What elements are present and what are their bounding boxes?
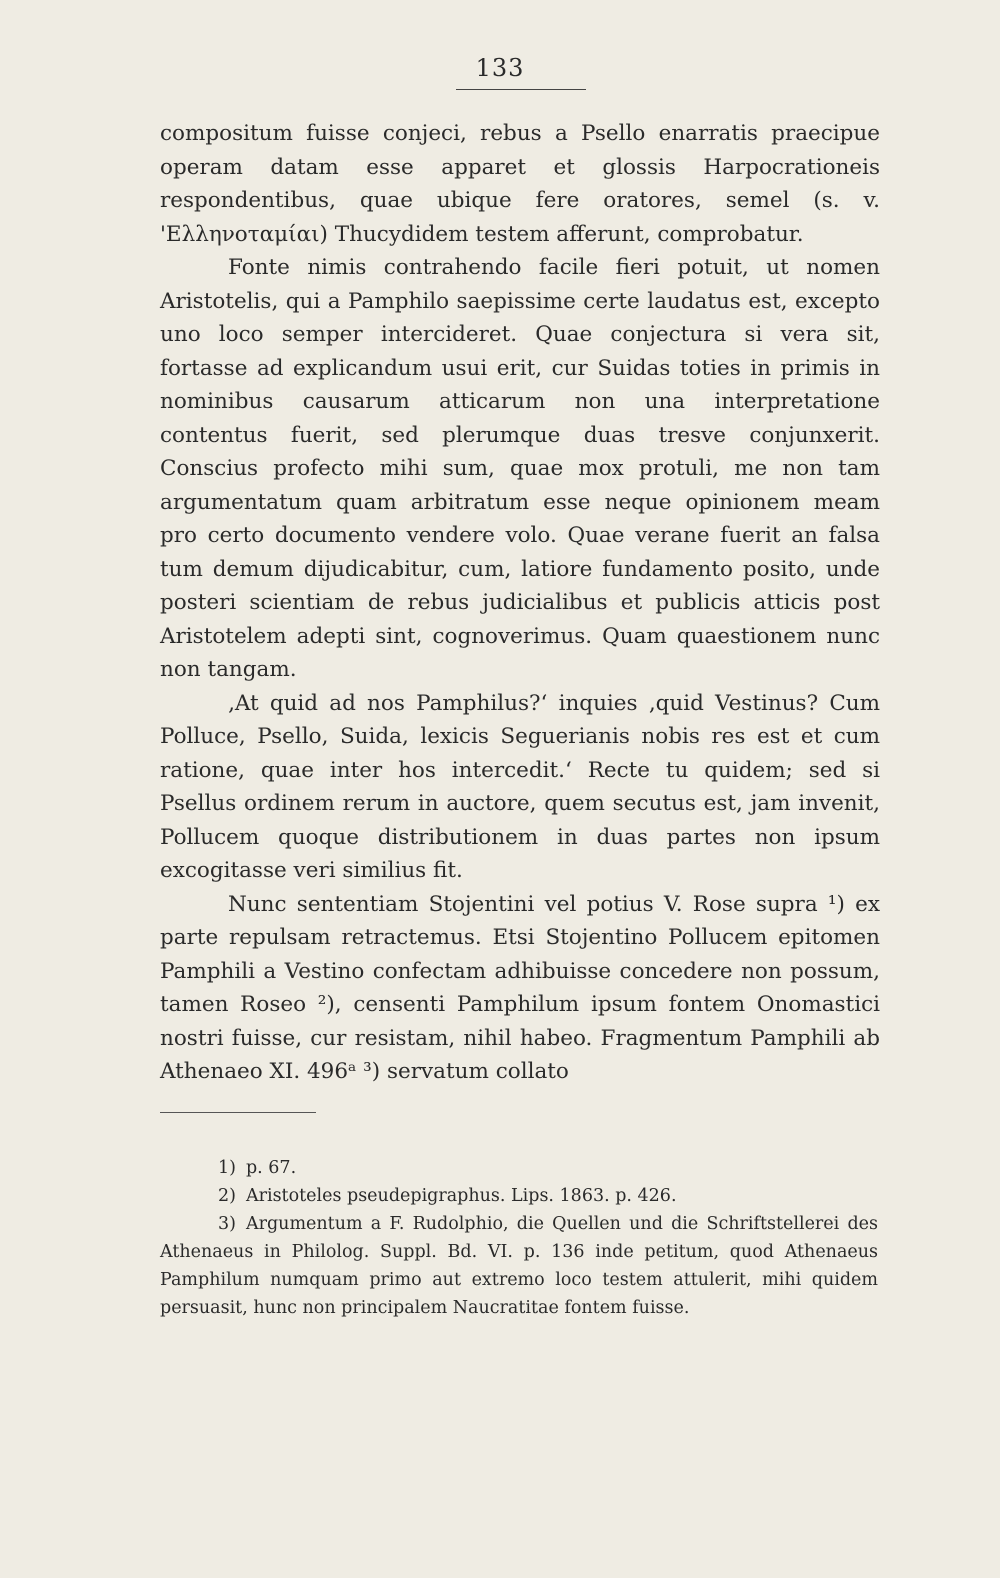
footnote-mark: 1) [218, 1158, 236, 1178]
footnote [160, 1182, 878, 1210]
paragraph: compositum fuisse conjeci, rebus a Psello enarratis praecipue operam datam esse apparet et glossis Harpocrationeis respondentibus, quae ubique fere oratores, semel (s. v. 'Ελληνοταμίαι) Thucydidem testem afferunt, comprobatur. [160, 121, 880, 247]
paragraph: ‚At quid ad nos Pamphilus?‘ inquies ‚quid Vestinus? Cum Polluce, Psello, Suida, lexicis Seguerianis nobis res est et cum ratione, quae inter hos intercedit.‘ Recte tu quidem; sed si Psellus ordinem rerum in auctore, quem secutus est, jam invenit, Pollucem quoque distributionem in duas partes non ipsum excogitasse veri similius fit. [160, 690, 880, 883]
body-text [160, 117, 880, 1089]
header-rule [456, 89, 586, 90]
footnote [160, 1154, 878, 1182]
footnote-text: p. 67. [245, 1158, 297, 1178]
footnote-mark: 3) [218, 1214, 236, 1234]
footnotes [160, 1154, 878, 1322]
footnote [160, 1210, 878, 1322]
footnote-text: Argumentum a F. Rudolphio, die Quellen und die Schriftstellerei des Athenaeus in Philolog. Suppl. Bd. VI. p. 136 inde petitum, quod Athenaeus Pamphilum numquam primo aut extremo loco testem attulerit, mihi quidem persuasit, hunc non principalem Naucratitae fontem fuisse. [160, 1214, 878, 1318]
footnote-text: Aristoteles pseudepigraphus. Lips. 1863. p. 426. [245, 1186, 677, 1206]
paragraph: Nunc sententiam Stojentini vel potius V. Rose supra ¹) ex parte repulsam retractemus. Etsi Stojentino Pollucem epitomen Pamphili a Vestino confectam adhibuisse concedere non possum, tamen Roseo ²), censenti Pamphilum ipsum fontem Onomastici nostri fuisse, cur resistam, nihil habeo. Fragmentum Pamphili ab Athenaeo XI. 496ᵃ ³) servatum collato [160, 891, 880, 1084]
paragraph: Fonte nimis contrahendo facile fieri potuit, ut nomen Aristotelis, qui a Pamphilo saepissime certe laudatus est, excepto uno loco semper intercideret. Quae conjectura si vera sit, fortasse ad explicandum usui erit, cur Suidas toties in primis in nominibus causarum atticarum non una interpretatione contentus fuerit, sed plerumque duas tresve conjunxerit. Conscius profecto mihi sum, quae mox protuli, me non tam argumentatum quam arbitratum esse neque opinionem meam pro certo documento vendere volo. Quae verane fuerit an falsa tum demum dijudicabitur, cum, latiore fundamento posito, unde posteri scientiam de rebus judicialibus et publicis atticis post Aristotelem adepti sint, cognoverimus. Quam quaestionem nunc non tangam. [160, 255, 880, 682]
footnote-mark: 2) [218, 1186, 236, 1206]
page-number: 133 [475, 54, 525, 82]
footnote-rule [160, 1112, 316, 1113]
